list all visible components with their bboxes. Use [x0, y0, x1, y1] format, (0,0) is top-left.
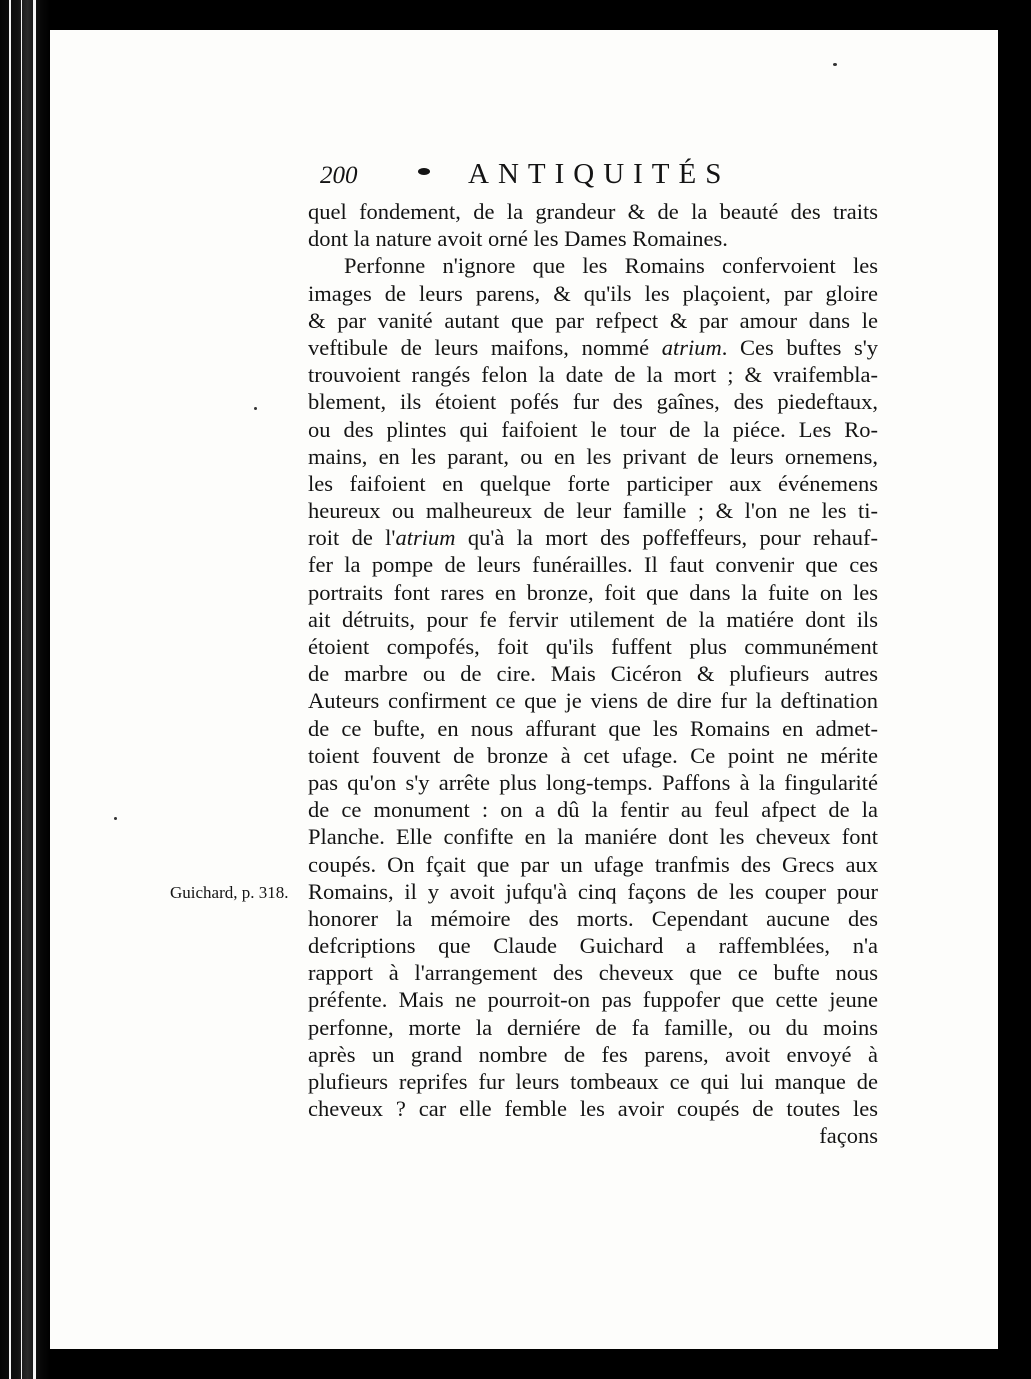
text-line: rapport à l'arrangement des cheveux que ce bufte nous: [308, 960, 878, 986]
text-line: quel fondement, de la grandeur & de la beauté des traits: [308, 199, 878, 224]
italic-term: atrium: [661, 334, 722, 360]
text-line: Auteurs confirment ce que je viens de dire fur la deftination: [308, 688, 878, 714]
text-segment: Ces buftes s'y: [739, 334, 879, 360]
text-line: heureux ou malheureux de leur famille ; & l'on ne les ti-: [308, 498, 878, 524]
page-number: 200: [320, 162, 358, 189]
margin-note: Guichard, p. 318.: [170, 883, 289, 902]
text-segment: veftibule de leurs maifons, nommé: [308, 334, 650, 360]
text-line: defcriptions que Claude Guichard a raffemblées, n'a: [308, 933, 878, 959]
text-segment: qu'à la mort des poffeffeurs, pour rehauf-: [467, 525, 879, 551]
paper-speck: [114, 817, 117, 820]
body-text: [308, 198, 878, 1150]
binding-stripe: [21, 0, 22, 1379]
text-line: de ce monument : on a dû la fentir au feul afpect de la: [308, 797, 878, 823]
text-line: toient fouvent de bronze à cet ufage. Ce point ne mérite: [308, 742, 878, 768]
text-line: fer la pompe de leurs funérailles. Il faut convenir que ces: [308, 552, 878, 578]
text-line: images de leurs parens, & qu'ils les plaçoient, par gloire: [308, 280, 878, 306]
paper-speck: [254, 407, 257, 410]
text-line: trouvoient rangés felon la date de la mort ; & vraifembla-: [308, 362, 878, 388]
text-line: les faifoient en quelque forte participer aux événemens: [308, 470, 878, 496]
text-line: préfente. Mais ne pourroit-on pas fuppofer que cette jeune: [308, 987, 878, 1013]
text-line: coupés. On fçait que par un ufage tranfmis des Grecs aux: [308, 851, 878, 877]
text-line: honorer la mémoire des morts. Cependant aucune des: [308, 905, 878, 931]
text-line: Romains, il y avoit jufqu'à cinq façons de les couper pour: [308, 878, 878, 904]
text-line: portraits font rares en bronze, foit que dans la fuite on les: [308, 579, 878, 605]
text-line: & par vanité autant que par refpect & par amour dans le: [308, 307, 878, 333]
text-line: ait détruits, pour fe fervir utilement de la matiére dont ils: [308, 606, 878, 632]
text-line: perfonne, morte la derniére de fa famille, ou du moins: [308, 1014, 878, 1040]
book-binding-edge: [0, 0, 50, 1379]
catchword: façons: [819, 1123, 878, 1149]
binding-stripe: [9, 0, 11, 1379]
italic-term: atrium: [395, 525, 456, 551]
text-line: de marbre ou de cire. Mais Cicéron & plufieurs autres: [308, 661, 878, 687]
running-header: [320, 156, 760, 196]
text-line: cheveux ? car elle femble les avoir coupés de toutes les: [308, 1096, 878, 1122]
text-line: Planche. Elle confifte en la maniére dont les cheveux font: [308, 824, 878, 850]
text-line: pas qu'on s'y arrête plus long-temps. Paffons à la fingularité: [308, 769, 878, 795]
ink-mark: [418, 168, 430, 175]
text-line: étoient compofés, foit qu'ils fuffent plus communément: [308, 634, 878, 659]
text-line: Perfonne n'ignore que les Romains confervoient les: [344, 253, 878, 279]
text-line: de ce bufte, en nous affurant que les Romains en admet-: [308, 715, 878, 741]
text-line: ou des plintes qui faifoient le tour de la piéce. Les Ro-: [308, 416, 878, 442]
text-line: blement, ils étoient pofés fur des gaînes, des piedeftaux,: [308, 389, 878, 415]
text-line: après un grand nombre de fes parens, avoit envoyé à: [308, 1041, 878, 1067]
text-line: [308, 524, 878, 551]
text-line: mains, en les parant, ou en les privant de leurs ornemens,: [308, 443, 878, 469]
text-line: plufieurs reprifes fur leurs tombeaux ce qui lui manque de: [308, 1069, 878, 1094]
binding-stripe: [33, 0, 36, 1379]
text-line: dont la nature avoit orné les Dames Romaines.: [308, 226, 728, 252]
paper-speck: [833, 63, 837, 66]
running-title: ANTIQUITÉS: [468, 158, 731, 190]
text-segment: roit de l': [308, 525, 396, 551]
text-line: veftibule de leurs maifons, nommé atrium. Ces buftes s'y: [308, 334, 879, 360]
